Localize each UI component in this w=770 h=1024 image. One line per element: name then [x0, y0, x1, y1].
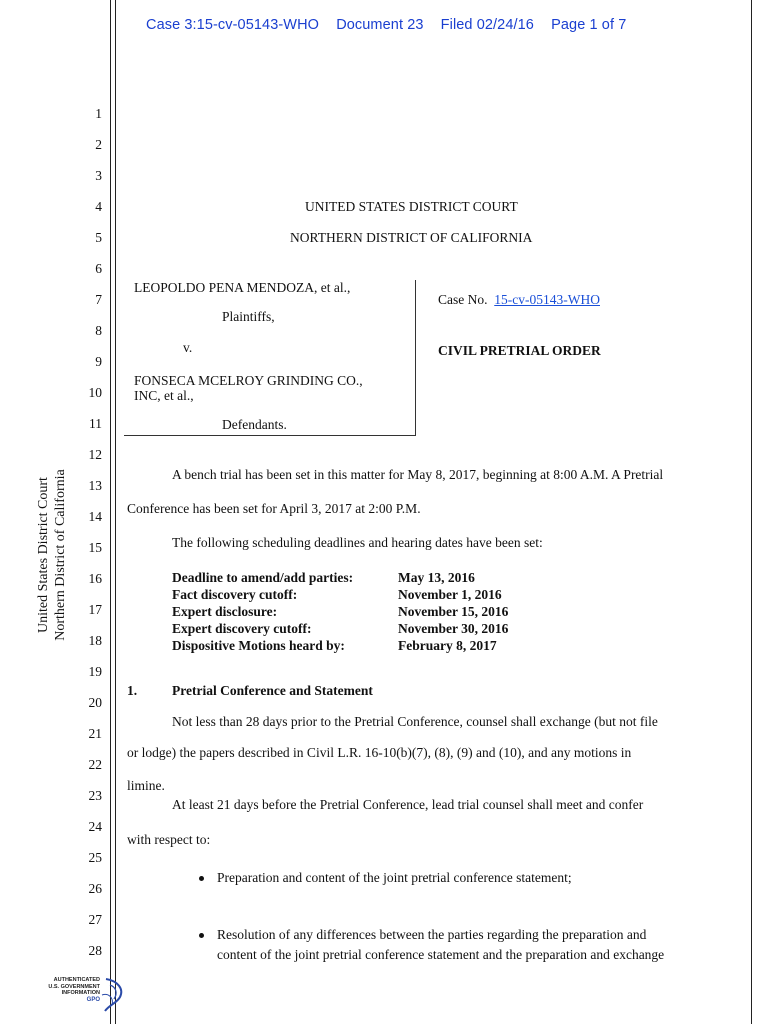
- defendant-role: Defendants.: [222, 417, 287, 432]
- caption-divider-horizontal: [124, 435, 416, 436]
- header-document: Document 23: [336, 17, 424, 33]
- plaintiff-role: Plaintiffs,: [222, 309, 275, 324]
- line-number: 11: [89, 416, 102, 431]
- logo-text-information: INFORMATION: [61, 990, 100, 996]
- line-number: 5: [95, 230, 102, 245]
- order-title: CIVIL PRETRIAL ORDER: [438, 343, 601, 358]
- line-number: 18: [88, 633, 102, 648]
- line-number: 8: [95, 323, 102, 338]
- line-number: 17: [88, 602, 102, 617]
- line-number: 13: [88, 478, 102, 493]
- line-number: 19: [88, 664, 102, 679]
- paragraph-1-line-3: limine.: [127, 778, 165, 793]
- case-number-label: Case No.: [438, 292, 488, 307]
- header-case: Case 3:15-cv-05143-WHO: [146, 17, 320, 33]
- paragraph-1-line-1: Not less than 28 days prior to the Pretrial Conference, counsel shall exchange (but not file: [172, 714, 658, 729]
- deadline-date: May 13, 2016: [398, 570, 475, 585]
- bullet-dot: [199, 876, 204, 881]
- line-number: 27: [88, 912, 102, 927]
- line-number: 12: [88, 447, 102, 462]
- line-number: 25: [88, 850, 102, 865]
- court-side-label: [35, 469, 69, 640]
- defendant-name-line1: FONSECA MCELROY GRINDING CO.,: [134, 373, 363, 388]
- section-1-title: Pretrial Conference and Statement: [172, 683, 373, 698]
- intro-line-1: A bench trial has been set in this matter for May 8, 2017, beginning at 8:00 A.M. A Pretrial: [172, 467, 664, 482]
- logo-text-gpo: GPO: [86, 996, 100, 1003]
- line-number: 10: [88, 385, 102, 400]
- paragraph-2-line-1: At least 21 days before the Pretrial Conference, lead trial counsel shall meet and confer: [172, 797, 644, 812]
- eagle-icon: [100, 975, 130, 1015]
- line-number: 14: [88, 509, 102, 524]
- defendant-name-line2: INC, et al.,: [134, 388, 194, 403]
- ecf-header: [146, 17, 639, 33]
- paragraph-2-line-2: with respect to:: [127, 832, 211, 847]
- gpo-authenticated-logo: [40, 975, 132, 1017]
- logo-text-authenticated: AUTHENTICATED: [53, 977, 100, 983]
- header-page: Page 1 of 7: [551, 17, 627, 33]
- court-name: UNITED STATES DISTRICT COURT: [305, 199, 518, 214]
- bullet-2-line-1: Resolution of any differences between the parties regarding the preparation and: [217, 927, 647, 942]
- deadline-date: November 15, 2016: [398, 604, 509, 619]
- case-number-link[interactable]: 15-cv-05143-WHO: [494, 292, 600, 307]
- line-number: 2: [95, 137, 102, 152]
- bullet-dot: [199, 933, 204, 938]
- deadline-label: Fact discovery cutoff:: [172, 587, 298, 602]
- line-number: 3: [95, 168, 102, 183]
- line-number: 4: [95, 199, 102, 214]
- header-filed: Filed 02/24/16: [440, 17, 534, 33]
- line-number: 7: [95, 292, 102, 307]
- deadline-label: Dispositive Motions heard by:: [172, 638, 345, 653]
- deadlines-intro: The following scheduling deadlines and hearing dates have been set:: [172, 535, 543, 550]
- deadline-date: November 30, 2016: [398, 621, 509, 636]
- side-label-court: United States District Court: [36, 477, 51, 633]
- case-number-line: [438, 292, 600, 308]
- line-number: 15: [88, 540, 102, 555]
- deadline-label: Expert discovery cutoff:: [172, 621, 312, 636]
- right-margin-rule: [751, 0, 752, 1024]
- line-number: 22: [88, 757, 102, 772]
- line-number: 23: [88, 788, 102, 803]
- versus: v.: [183, 340, 193, 355]
- deadline-date: November 1, 2016: [398, 587, 502, 602]
- line-number: 6: [95, 261, 102, 276]
- left-margin-rule-inner: [115, 0, 116, 1024]
- bullet-1-text: Preparation and content of the joint pretrial conference statement;: [217, 870, 572, 885]
- line-number: 9: [95, 354, 102, 369]
- deadline-label: Expert disclosure:: [172, 604, 278, 619]
- line-number: 26: [88, 881, 102, 896]
- line-number: 28: [88, 943, 102, 958]
- paragraph-1-line-2: or lodge) the papers described in Civil L.R. 16-10(b)(7), (8), (9) and (10), and any motions in: [127, 745, 632, 760]
- intro-line-2: Conference has been set for April 3, 2017 at 2:00 P.M.: [127, 501, 421, 516]
- line-number: 20: [88, 695, 102, 710]
- deadline-label: Deadline to amend/add parties:: [172, 570, 354, 585]
- bullet-2-line-2: content of the joint pretrial conference statement and the preparation and exchange: [217, 947, 665, 962]
- deadline-date: February 8, 2017: [398, 638, 497, 653]
- section-1-number: 1.: [127, 683, 138, 698]
- logo-text-government: U.S. GOVERNMENT: [48, 983, 100, 990]
- court-district: NORTHERN DISTRICT OF CALIFORNIA: [290, 230, 533, 245]
- left-margin-rule-outer: [110, 0, 111, 1024]
- line-number: 16: [88, 571, 102, 586]
- line-number: 1: [95, 106, 102, 121]
- plaintiff-name: LEOPOLDO PENA MENDOZA, et al.,: [134, 280, 351, 295]
- caption-divider-vertical: [415, 280, 416, 436]
- line-number: 21: [88, 726, 102, 741]
- side-label-district: Northern District of California: [53, 469, 68, 641]
- line-number: 24: [88, 819, 102, 834]
